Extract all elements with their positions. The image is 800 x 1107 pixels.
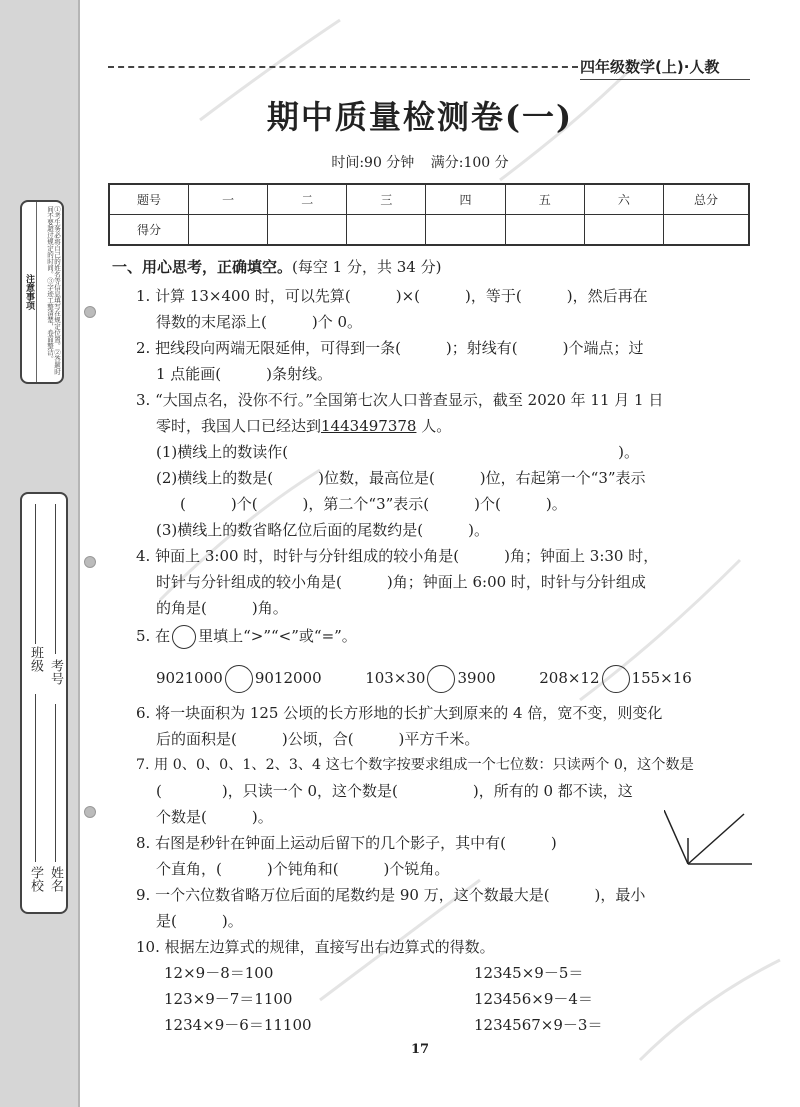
formula-left: 123×9－7＝1100 <box>164 990 293 1008</box>
binding-hole <box>84 306 96 318</box>
table-cell: 得分 <box>109 215 189 246</box>
question-line: (1)横线上的数读作( )。 <box>156 443 639 461</box>
question-line: 7. 用 0、0、0、1、2、3、4 这七个数字按要求组成一个七位数：只读两个 0，这个数是 <box>136 757 694 773</box>
notes-box <box>20 200 64 384</box>
question-line: 2. 把线段向两端无限延伸，可得到一条( )；射线有( )个端点；过 <box>136 339 644 357</box>
question-line: 6. 将一块面积为 125 公顷的长方形地的长扩大到原来的 4 倍，宽不变，则变化 <box>136 704 663 722</box>
exam-time: 时间:90 分钟 <box>331 155 415 171</box>
section-points: (每空 1 分，共 34 分) <box>292 258 442 276</box>
score-table-score-row <box>109 215 749 246</box>
question-line <box>156 415 451 436</box>
table-cell: 二 <box>268 184 347 215</box>
exam-info <box>0 152 800 172</box>
score-cell[interactable] <box>347 215 426 246</box>
score-table <box>108 183 750 246</box>
formula-right: 1234567×9－3＝ <box>474 1016 603 1034</box>
notes-body: ①考生务必将自己的姓名等信息填写在规定位置。②答题时间不要超过规定的时间。③字迹工整清楚，卷面整洁。 <box>46 206 61 375</box>
field-line <box>35 694 36 862</box>
circle-blank-icon <box>172 625 196 649</box>
question-line: ( )个( )，第二个“3”表示( )个( )。 <box>180 495 567 513</box>
question-line: 的角是( )角。 <box>156 599 288 617</box>
question-line: 个直角，( )个钝角和( )个锐角。 <box>156 860 450 878</box>
score-cell[interactable] <box>584 215 663 246</box>
formula-left: 12×9－8＝100 <box>164 964 274 982</box>
header-dashed-line <box>108 66 578 68</box>
field-name: 姓名 <box>48 866 63 892</box>
table-cell: 五 <box>505 184 584 215</box>
field-class: 班级 <box>28 646 43 672</box>
binding-hole <box>84 806 96 818</box>
text: 5. 在 <box>136 627 171 645</box>
question-line: (2)横线上的数是( )位数，最高位是( )位，右起第一个“3”表示 <box>156 469 646 487</box>
field-line <box>35 504 36 644</box>
formula-right: 12345×9－5＝ <box>474 964 584 982</box>
field-school: 学校 <box>28 866 43 892</box>
text: 里填上“>”“<”或“=”。 <box>198 627 357 645</box>
score-cell[interactable] <box>189 215 268 246</box>
score-cell[interactable] <box>268 215 347 246</box>
header-grade-tag: 四年级数学(上)·人教 <box>580 58 720 76</box>
table-cell: 三 <box>347 184 426 215</box>
exam-full-score: 满分:100 分 <box>430 155 509 171</box>
question-line: 4. 钟面上 3:00 时，时针与分针组成的较小角是( )角；钟面上 3:30 时， <box>136 547 659 565</box>
compare-circle[interactable] <box>602 665 630 693</box>
second-hand-shadow-figure <box>664 810 754 870</box>
section-heading <box>112 256 441 277</box>
binding-hole <box>84 556 96 568</box>
question-line: 1 点能画( )条射线。 <box>156 365 333 383</box>
section-title: 一、用心思考，正确填空。 <box>112 258 293 276</box>
question-line: 3. “大国点名，没你不行。”全国第七次人口普查显示，截至 2020 年 11 月 1 日 <box>136 391 664 409</box>
student-info-box <box>20 492 68 914</box>
question-line: 9. 一个六位数省略万位后面的尾数约是 90 万，这个数最大是( )，最小 <box>136 886 646 904</box>
table-cell: 一 <box>189 184 268 215</box>
formula-right: 123456×9－4＝ <box>474 990 593 1008</box>
text: 人。 <box>416 417 452 435</box>
score-cell[interactable] <box>426 215 505 246</box>
text: 9012000 <box>254 669 322 687</box>
page-title: 期中质量检测卷(一) <box>266 98 574 136</box>
compare-circle[interactable] <box>427 665 455 693</box>
field-line <box>55 504 56 654</box>
header-underline <box>580 79 750 80</box>
text: 9021000 <box>156 669 223 687</box>
text: 208×12 <box>539 669 600 687</box>
compare-row <box>156 665 692 693</box>
field-exam-number: 考号 <box>48 659 63 685</box>
page-number: 17 <box>410 1042 430 1057</box>
compare-circle[interactable] <box>225 665 253 693</box>
question-line: (3)横线上的数省略亿位后面的尾数约是( )。 <box>156 521 489 539</box>
underlined-number: 1443497378 <box>321 417 417 435</box>
question-line: 1. 计算 13×400 时，可以先算( )×( )，等于( )，然后再在 <box>136 287 648 305</box>
score-table-header-row <box>109 184 749 215</box>
question-line: 后的面积是( )公顷，合( )平方千米。 <box>156 730 480 748</box>
score-cell[interactable] <box>664 215 750 246</box>
question-line: 得数的末尾添上( )个 0。 <box>156 313 363 331</box>
question-line: 8. 右图是秒针在钟面上运动后留下的几个影子，其中有( ) <box>136 834 557 852</box>
notes-title: 注意事项 <box>22 202 37 382</box>
question-line: ( )，只读一个 0，这个数是( )，所有的 0 都不读，这 <box>156 782 633 800</box>
question-line: 是( )。 <box>156 912 243 930</box>
text: 3900 <box>457 669 496 687</box>
text: 103×30 <box>365 669 426 687</box>
question-line <box>136 625 357 649</box>
question-line: 10. 根据左边算式的规律，直接写出右边算式的得数。 <box>136 938 495 956</box>
question-line: 个数是( )。 <box>156 808 273 826</box>
field-line <box>55 704 56 862</box>
formula-left: 1234×9－6＝11100 <box>164 1016 312 1034</box>
table-cell: 总分 <box>664 184 750 215</box>
question-line: 时针与分针组成的较小角是( )角；钟面上 6:00 时，时针与分针组成 <box>156 573 646 591</box>
text: 155×16 <box>631 669 692 687</box>
table-cell: 题号 <box>109 184 189 215</box>
score-cell[interactable] <box>505 215 584 246</box>
text: 零时，我国人口已经达到 <box>156 417 322 435</box>
table-cell: 六 <box>584 184 663 215</box>
table-cell: 四 <box>426 184 505 215</box>
